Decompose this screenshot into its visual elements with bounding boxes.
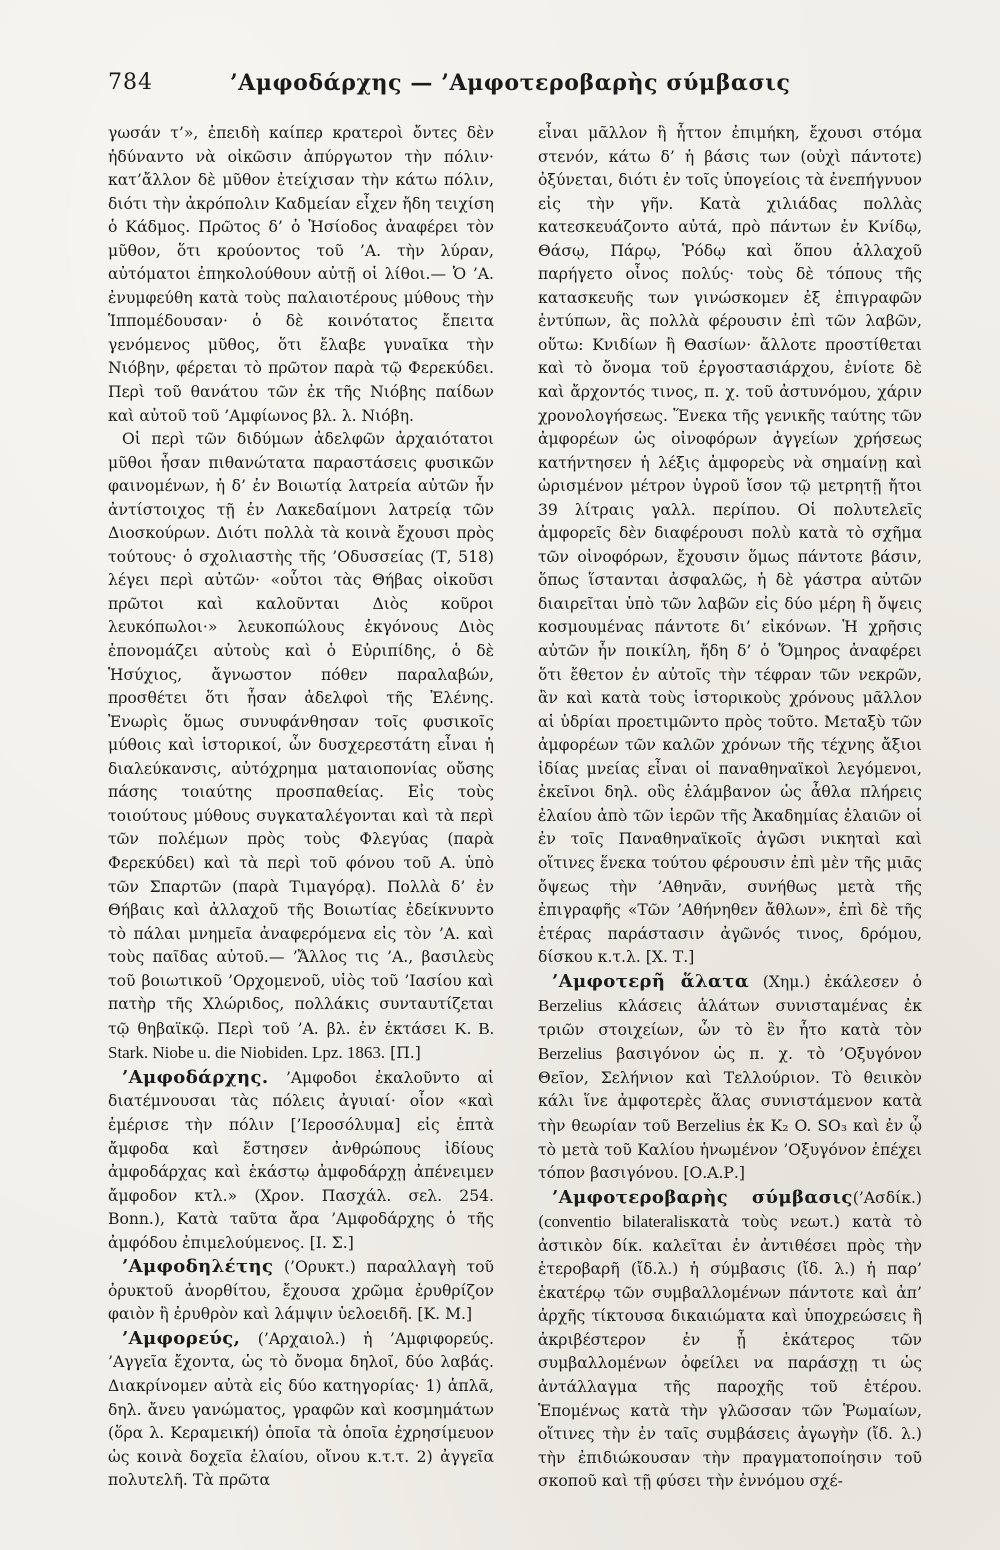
page-number: 784 (108, 70, 153, 95)
left-column (108, 122, 494, 1493)
entry-text: (’Ορυκτ.) παραλλαγὴ τοῦ ὀρυκτοῦ ἀνορθίτου, ἔχουσα χρῶμα ἐρυθρίζον φαιὸν ἢ ἐρυθρὸν καὶ λάμψιν ὑελοειδῆ. [Κ. Μ.] (108, 1258, 494, 1324)
entry-text: (’Ασδίκ.)( (538, 1188, 922, 1232)
latin-name: Berzelius (538, 996, 603, 1016)
latin-name: Berzelius (676, 1115, 741, 1135)
entry-amphoreus (108, 1327, 494, 1493)
entry-headword: ’Αμφοτερῆ ἅλατα (552, 970, 750, 992)
paragraph-continuation: γωσάν τ’», ἐπειδὴ καίπερ κρατεροὶ ὄντες δὲν ἠδύναντο νὰ οἰκῶσιν ἀπύργωτον τὴν πόλιν· κατ’ἄλλον δὲ μῦθον ἐτείχισαν τὴν κάτω πόλιν, διότι τὴν ἀκρόπολιν Καδμείαν εἶχεν ἤδη τειχίση ὁ Κάδμος. Πρῶτος δ’ ὁ Ἡσίοδος ἀναφέρει τὸν μῦθον, ὅτι κρούοντος τοῦ ’Α. τὴν λύραν, αὐτόματοι ἐπηκολούθουν αὐτῇ οἱ λίθοι.— Ὁ ’Α. ἐνυμφεύθη κατὰ τοὺς παλαιοτέρους μύθους τὴν Ἱππομέδουσαν· ὁ δὲ κοινότατος ἔπειτα γενόμενος μῦθος, ὅτι ἔλαβε γυναῖκα τὴν Νιόβην, φέρεται τὸ πρῶτον παρὰ τῷ Φερεκύδει. Περὶ τοῦ θανάτου τῶν ἐκ τῆς Νιόβης παίδων καὶ αὐτοῦ τοῦ ’Αμφίωνος βλ. λ. Νιόβη. (108, 124, 494, 425)
entry-text: (Χημ.) ἐκάλεσεν ὁ (762, 972, 922, 991)
right-column (538, 122, 922, 1494)
entry-text: βασιγόνον ὡς π. χ. τὸ ’Οξυγόνον Θεῖον, Σελήνιον καὶ Τελλούριον. Τὸ θειικὸν κάλι ἵνε ἀμφοτερὲς ἅλας συνιστάμενον κατὰ τὴν θεωρίαν τοῦ (538, 1045, 922, 1135)
latin-term: conventio bilateralis (544, 1212, 690, 1232)
paragraph-text: Οἱ περὶ τῶν διδύμων ἀδελφῶν ἀρχαιότατοι μῦθοι ἦσαν πιθανώτατα παραστάσεις φυσικῶν φαινομένων, ἡ δ’ ἐν Βοιωτίᾳ λατρεία αὐτῶν ἦν ἀντίστοιχος τῇ ἐν Λακεδαίμονι λατρείᾳ τῶν Διοσκούρων. Διότι πολλὰ τὰ κοινὰ ἔχουσι πρὸς τούτους· ὁ σχολιαστὴς τῆς ’Οδυσσείας (Τ, 518) λέγει περὶ αὐτῶν· «οὗτοι τὰς Θήβας οἰκοῦσι πρῶτοι καὶ καλοῦνται Διὸς κοῦροι λευκόπωλοι·» λευκοπώλους ἐκγόνους Διὸς ἐπονομάζει αὐτοὺς καὶ ὁ Εὐριπίδης, ὁ δὲ Ἡσύχιος, ἄγνωστον πόθεν παραλαβών, προσθέτει ὅτι ἦσαν ἀδελφοὶ τῆς Ἑλένης. Ἐνωρὶς ὅμως συνυφάνθησαν τοῖς φυσικοῖς μύθοις καὶ ἱστορικοί, ὧν δυσχερεστάτη εἶναι ἡ διαλεύκανσις, αὐτόχρημα ματαιοπονίας οὔσης πάσης τοιαύτης προσπαθείας. Εἰς τοὺς τοιούτους μύθους συγκαταλέγονται καὶ τὰ περὶ τῶν πολέμων πρὸς τοὺς Φλεγύας (παρὰ Φερεκύδει) καὶ τὰ περὶ τοῦ φόνου τοῦ Α. ὑπὸ τῶν Σπαρτῶν (παρὰ Τιμαγόρᾳ). Πολλὰ δ’ ἐν Θήβαις καὶ ἀλλαχοῦ τῆς Βοιωτίας ἐδείκνυντο τὸ πάλαι μνημεῖα ἀναφερόμενα εἰς τὸν ’Α. καὶ τοὺς παῖδας αὐτοῦ.— ’Ἄλλος τις ’Α., βασιλεὺς τοῦ βοιωτικοῦ ’Ορχομενοῦ, υἱὸς τοῦ ’Ιασίου καὶ πατὴρ τῆς Χλώριδος, πολλάκις συνταυτίζεται τῷ θηβαϊκῷ. Περὶ τοῦ ’Α. βλ. ἐν ἐκτάσει (108, 430, 494, 1038)
running-head (108, 70, 888, 110)
entry-amphoterobares-symbasis (538, 1186, 922, 1494)
entry-headword: ’Αμφοδάρχης. (122, 1066, 269, 1088)
entry-text: κλάσεις ἁλάτων συνισταμένας ἐκ τριῶν στοιχείων, ὧν τὸ ἓν ἦτο κατὰ τὸν (538, 997, 922, 1039)
running-title: ’Αμφοδάρχης — ’Αμφοτεροβαρὴς σύμβασις (230, 70, 791, 96)
latin-name: Berzelius (538, 1044, 603, 1064)
entry-headword: ’Αμφοτεροβαρὴς σύμβασις (552, 1186, 853, 1208)
entry-amphotere-halata (538, 970, 922, 1186)
bibliography-reference: K. B. Stark. Niobe u. die Niobiden. Lpz. 1863. (108, 1018, 494, 1063)
paragraph-dioscuri (108, 428, 494, 1066)
entry-text: ’Αμφοδοι ἐκαλοῦντο αἱ διατέμνουσαι τὰς πόλεις ἀγυιαί· οἷον «καὶ ἐμέρισε τὴν πόλιν [’Ιεροσόλυμα] εἰς ἑπτὰ ἄμφοδα καὶ ἔστησεν ἀνθρώπους ἰδίους ἀμφοδάρχας καὶ ἑκάστῳ ἀμφοδάρχῃ ἀπένειμεν ἄμφοδον κτλ.» (Χρον. Πασχάλ. σελ. 254. Bonn.), Κατὰ ταῦτα ἄρα ’Αμφοδάρχης ὁ τῆς ἀμφόδου ἐπιμελούμενος. [Ι. Σ.] (108, 1068, 494, 1252)
entry-amphodeletes (108, 1255, 494, 1327)
paragraph-continuation: εἶναι μᾶλλον ἢ ἧττον ἐπιμήκη, ἔχουσι στόμα στενόν, κάτω δ’ ἡ βάσις των (οὐχὶ πάντοτε) ὀξύνεται, διότι ἐν τοῖς ὑπογείοις τὰ ἐνεπήγνυον εἰς τὴν γῆν. Κατὰ χιλιάδας πολλὰς κατεσκευάζοντο αὐτά, πρὸ πάντων ἐν Κνίδῳ, Θάσῳ, Πάρῳ, Ῥόδῳ καὶ ὅπου ἀλλαχοῦ παρήγετο οἶνος πολύς· τοὺς δὲ τόπους τῆς κατασκευῆς των γινώσκομεν ἐξ ἐπιγραφῶν ἐντύπων, ἃς πολλὰ φέρουσιν ἐπὶ τῶν λαβῶν, οὕτω: Κνιδίων ἢ Θασίων· ἄλλοτε προστίθεται καὶ τὸ ὄνομα τοῦ ἐργοστασιάρχου, ἐνίοτε δὲ καὶ ἄρχοντός τινος, π. χ. τοῦ ἀστυνόμου, χάριν χρονολογήσεως. Ἕνεκα τῆς γενικῆς ταύτης τῶν ἀμφορέων ὡς οἰνοφόρων ἀγγείων χρήσεως κατήντησεν ἡ λέξις ἀμφορεὺς νὰ σημαίνῃ καὶ ὡρισμένον μέτρον ὑγροῦ ἴσον τῷ μετρητῇ ἤτοι 39 λίτραις γαλλ. περίπου. Οἱ πολυτελεῖς ἀμφορεῖς δὲν διαφέρουσι πολὺ κατὰ τὸ σχῆμα τῶν οἰνοφόρων, ἔχουσιν ὅμως πάντοτε βάσιν, ὅπως ἵστανται ἀσφαλῶς, ἡ δὲ γάστρα αὐτῶν διαιρεῖται ὑπὸ τῶν λαβῶν εἰς δύο μέρη ἢ ὄψεις κοσμουμένας πάντοτε δι’ εἰκόνων. Ἡ χρῆσις αὐτῶν ἦν ποικίλη, ἤδη δ’ ὁ Ὅμηρος ἀναφέρει ὅτι ἔθετον ἐν αὐτοῖς τὴν τέφραν τῶν νεκρῶν, ἂν καὶ κατὰ τοὺς ἱστορικοὺς χρόνους μᾶλλον αἱ ὑδρίαι προετιμῶντο πρὸς τοῦτο. Μεταξὺ τῶν ἀμφορέων τῶν καλῶν χρόνων τῆς τέχνης ἄξιοι ἰδίας μνείας εἶναι οἱ παναθηναϊκοὶ λεγόμενοι, ἐκεῖνοι δηλ. οὓς ἐλάμβανον ὡς ἆθλα πλήρεις ἐλαίου ἀπὸ τῶν ἱερῶν τῆς Ἀκαδημίας ἐλαιῶν οἱ ἐν τοῖς Παναθηναϊκοῖς ἀγῶσι νικηταὶ καὶ οἵτινες ἕνεκα τούτου φέρουσιν ἐπὶ μὲν τῆς μιᾶς ὄψεως τὴν ’Αθηνᾶν, συνήθως μετὰ τῆς ἐπιγραφῆς «Τῶν ’Αθήνηθεν ἄθλων», ἐπὶ δὲ τῆς ἑτέρας παράστασιν ἀγῶνός τινος, δρόμου, δίσκου κ.τ.λ. [Χ. Τ.] (538, 124, 923, 967)
author-tag: [Π.] (390, 1044, 421, 1063)
entry-amphodarches (108, 1066, 494, 1255)
entry-text: (’Αρχαιολ.) ἡ ’Αμφιφορεύς. ’Αγγεῖα ἔχοντα, ὡς τὸ ὄνομα δηλοῖ, δύο λαβάς. Διακρίνομεν αὐτὰ εἰς δύο κατηγορίας· 1) ἁπλᾶ, δηλ. ἄνευ γανώματος, γραφῶν καὶ κοσμημάτων (ὅρα λ. Κεραμεική) ὁποῖα τὰ ὁποῖα ἐχρησίμευον ὡς κοινὰ δοχεῖα ἐλαίου, οἴνου κ.τ.τ. 2) ἀγγεῖα πολυτελῆ. Τὰ πρῶτα (108, 1329, 494, 1490)
entry-headword: ’Αμφοδηλέτης (122, 1256, 274, 1278)
entry-text: ἐκ K₂ O. SO₃ καὶ ἐν ᾧ τὸ μετὰ τοῦ Καλίου ἡνωμένον ’Οξυγόνον ἐπέχει τόπον βασιγόνου. [Ο.Α.Ρ.] (538, 1116, 922, 1183)
entry-headword: ’Αμφορεύς, (122, 1327, 241, 1349)
entry-text: κατὰ τοὺς νεωτ.) κατὰ τὸ ἀστικὸν δίκ. καλεῖται ἐν ἀντιθέσει πρὸς τὴν ἑτεροβαρῆ (ἴδ.λ.) ἡ σύμβασις (ἴδ. λ.) ἡ παρ’ ἑκατέρῳ τῶν συμβαλλομένων πάντοτε καὶ ἀπ’ ἀρχῆς τίκτουσα δικαιώματα καὶ ὑποχρεώσεις ἢ ἀκριβέστερον ἐν ᾗ ἑκάτερος τῶν συμβαλλομένων ὀφείλει να παράσχῃ τι ὡς ἀντάλλαγμα τῆς παροχῆς τοῦ ἑτέρου. Ἑπομένως κατὰ τὴν γλῶσσαν τῶν Ῥωμαίων, οἵτινες τὴν ἐν ταῖς συμβάσεις ἀγωγὴν (ἴδ. λ.) τὴν ἐπιδιώκουσαν τὴν πραγματοποίησιν τοῦ σκοποῦ καὶ τῇ φύσει τὴν ἐννόμου σχέ- (538, 1213, 922, 1491)
